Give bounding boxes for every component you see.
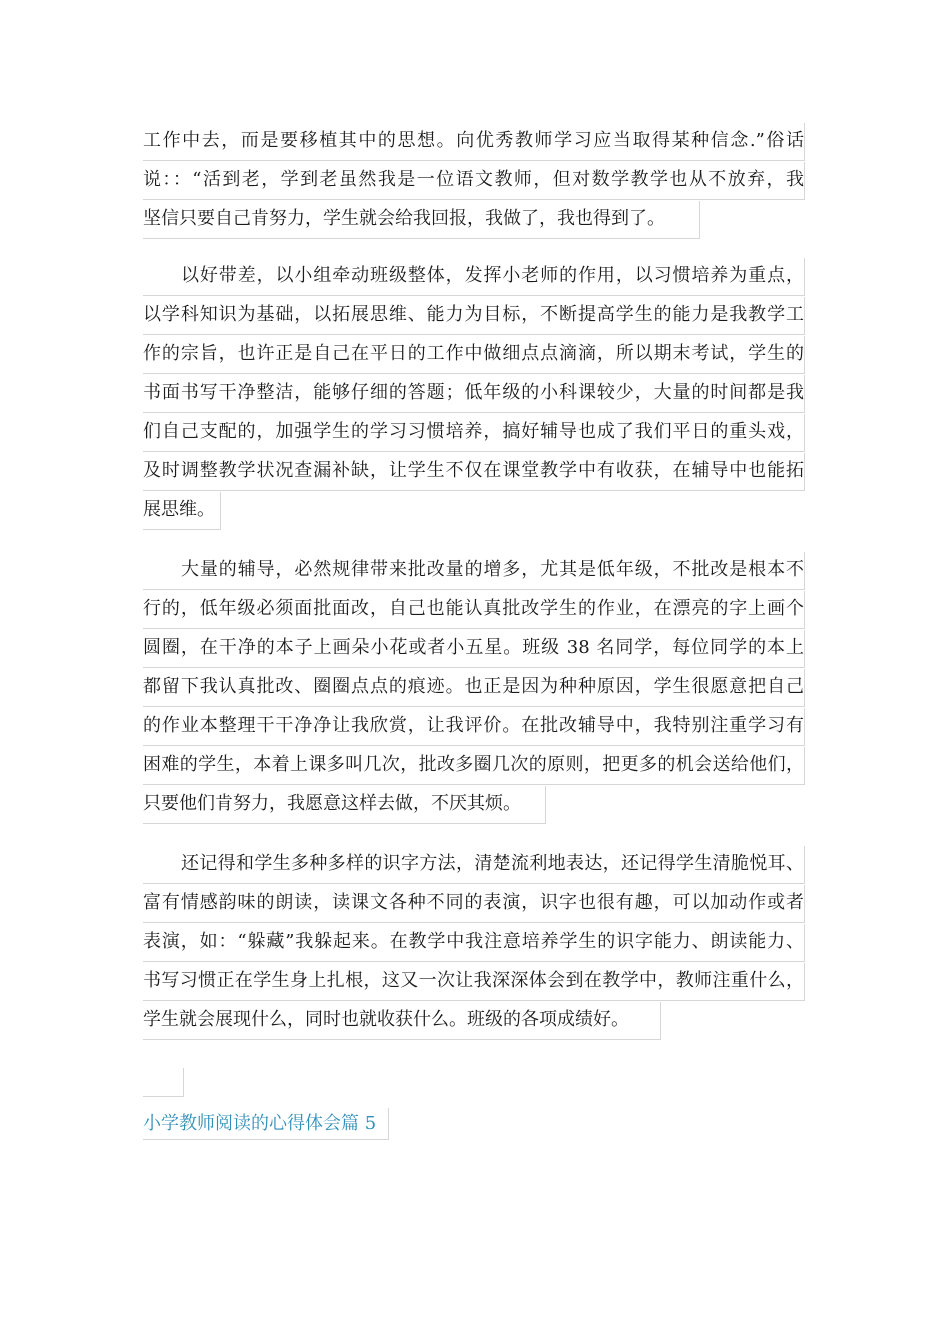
paragraph-3-line-4: 都留下我认真批改、圈圈点点的痕迹。也正是因为种种原因，学生很愿意把自己 xyxy=(143,669,805,707)
paragraph-1-line-3: 坚信只要自己肯努力，学生就会给我回报，我做了，我也得到了。 xyxy=(143,201,700,239)
paragraph-4-line-5: 学生就会展现什么，同时也就收获什么。班级的各项成绩好。 xyxy=(143,1002,661,1040)
paragraph-2-line-6: 及时调整教学状况查漏补缺，让学生不仅在课堂教学中有收获，在辅导中也能拓 xyxy=(143,453,805,491)
paragraph-1-line-1: 工作中去，而是要移植其中的思想。向优秀教师学习应当取得某种信念.”俗话 xyxy=(143,123,805,161)
paragraph-3-line-6: 困难的学生，本着上课多叫几次，批改多圈几次的原则，把更多的机会送给他们， xyxy=(143,747,805,785)
empty-line-box xyxy=(143,1068,184,1097)
paragraph-4-line-3: 表演，如：“躲藏”我躲起来。在教学中我注意培养学生的识字能力、朗读能力、 xyxy=(143,924,805,962)
paragraph-2-line-7: 展思维。 xyxy=(143,492,221,530)
paragraph-3-line-1: 大量的辅导，必然规律带来批改量的增多，尤其是低年级，不批改是根本不 xyxy=(143,552,805,590)
paragraph-4-line-1: 还记得和学生多种多样的识字方法，清楚流利地表达，还记得学生清脆悦耳、 xyxy=(143,846,805,884)
paragraph-2-line-3: 作的宗旨，也许正是自己在平日的工作中做细点点滴滴，所以期末考试，学生的 xyxy=(143,336,805,374)
paragraph-1-line-2: 说：：“活到老，学到老虽然我是一位语文教师，但对数学教学也从不放弃，我 xyxy=(143,162,805,200)
paragraph-3-line-7: 只要他们肯努力，我愿意这样去做，不厌其烦。 xyxy=(143,786,546,824)
paragraph-3-line-3: 圆圈，在干净的本子上画朵小花或者小五星。班级 38 名同学，每位同学的本上 xyxy=(143,630,805,668)
paragraph-4-line-2: 富有情感韵味的朗读，读课文各种不同的表演，识字也很有趣，可以加动作或者 xyxy=(143,885,805,923)
paragraph-2-line-5: 们自己支配的，加强学生的学习习惯培养，搞好辅导也成了我们平日的重头戏， xyxy=(143,414,805,452)
paragraph-4-line-4: 书写习惯正在学生身上扎根，这又一次让我深深体会到在教学中，教师注重什么， xyxy=(143,963,805,1001)
paragraph-2-line-4: 书面书写干净整洁，能够仔细的答题；低年级的小科课较少，大量的时间都是我 xyxy=(143,375,805,413)
paragraph-3-line-5: 的作业本整理干干净净让我欣赏，让我评价。在批改辅导中，我特别注重学习有 xyxy=(143,708,805,746)
paragraph-2-line-1: 以好带差，以小组牵动班级整体，发挥小老师的作用，以习惯培养为重点， xyxy=(143,258,805,296)
paragraph-2-line-2: 以学科知识为基础，以拓展思维、能力为目标，不断提高学生的能力是我教学工 xyxy=(143,297,805,335)
paragraph-3-line-2: 行的，低年级必须面批面改，自己也能认真批改学生的作业，在漂亮的字上画个 xyxy=(143,591,805,629)
section-heading: 小学教师阅读的心得体会篇 5 xyxy=(143,1108,389,1140)
